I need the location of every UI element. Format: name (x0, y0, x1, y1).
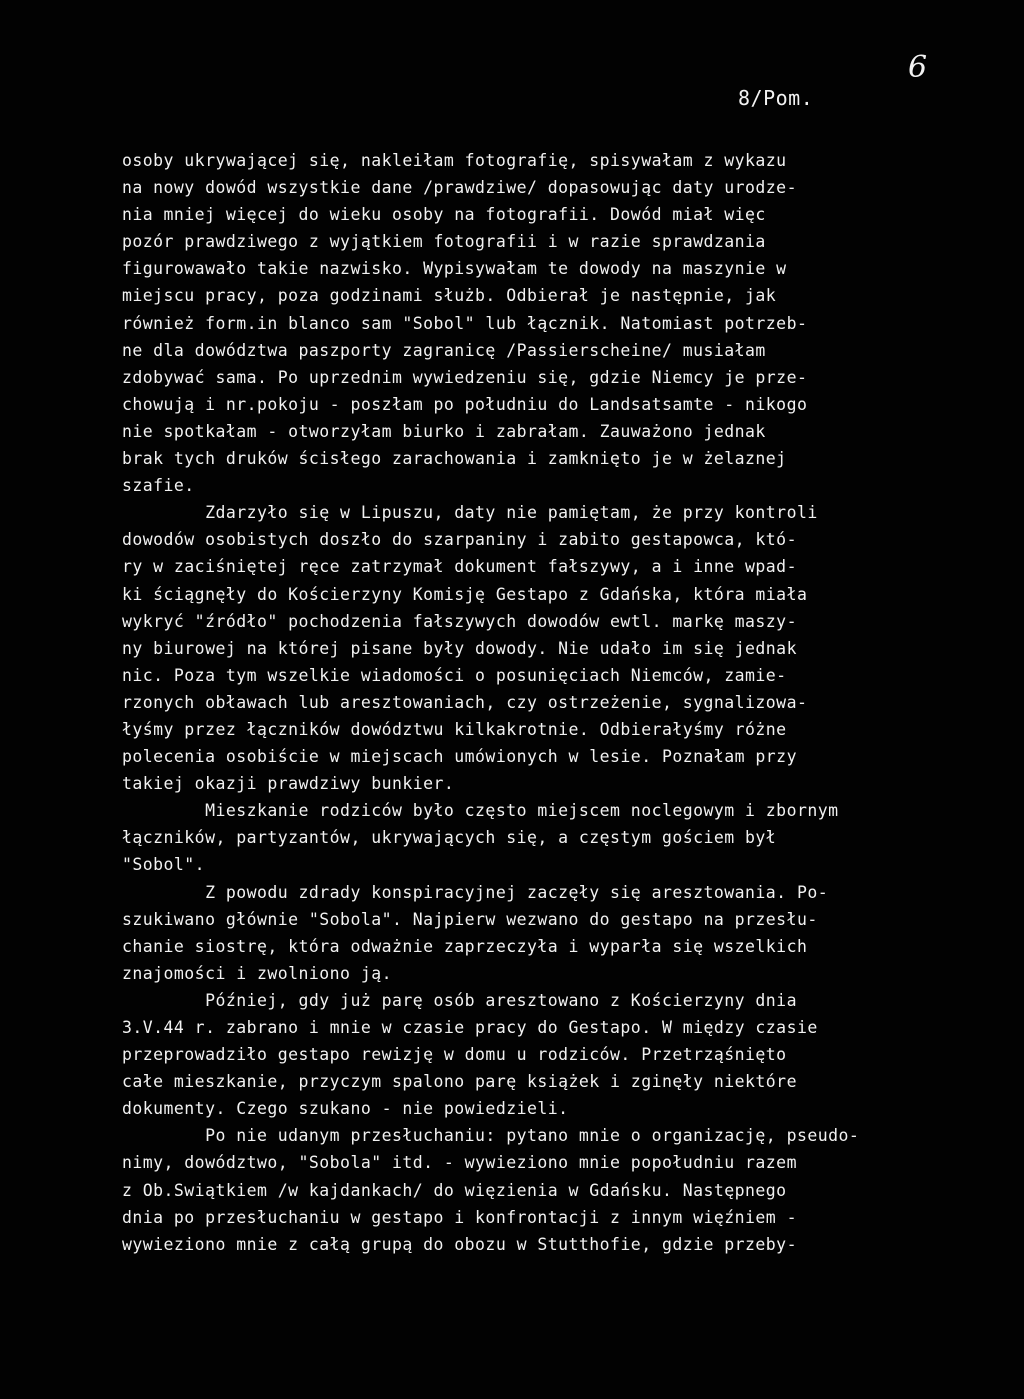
text-line: nic. Poza tym wszelkie wiadomości o posunięciach Niemców, zamie- (122, 665, 787, 685)
text-line: wywieziono mnie z całą grupą do obozu w Stutthofie, gdzie przeby- (122, 1234, 797, 1254)
text-line: Mieszkanie rodziców było często miejscem noclegowym i zbornym (122, 801, 839, 821)
text-line: szukiwano głównie "Sobola". Najpierw wezwano do gestapo na przesłu- (122, 909, 818, 929)
text-line: chanie siostrę, która odważnie zaprzeczyła i wyparła się wszelkich (122, 936, 808, 956)
text-line: miejscu pracy, poza godzinami służb. Odbierał je następnie, jak (122, 286, 777, 306)
text-line: figurowawało takie nazwisko. Wypisywałam te dowody na maszynie w (122, 259, 787, 279)
text-line: takiej okazji prawdziwy bunkier. (122, 774, 455, 794)
handwritten-page-number: 6 (908, 50, 928, 85)
text-line: wykryć "źródło" pochodzenia fałszywych dowodów ewtl. markę maszy- (122, 611, 797, 631)
text-line: dokumenty. Czego szukano - nie powiedzieli. (122, 1099, 569, 1119)
text-line: Później, gdy już parę osób aresztowano z Kościerzyny dnia (122, 990, 797, 1010)
text-line: osoby ukrywającej się, nakleiłam fotografię, spisywałam z wykazu (122, 151, 787, 170)
text-line: nie spotkałam - otworzyłam biurko i zabrałam. Zauważono jednak (122, 421, 766, 441)
text-line: łyśmy przez łączników dowództwu kilkakrotnie. Odbierałyśmy różne (122, 719, 787, 739)
text-line: zdobywać sama. Po uprzednim wywiedzeniu się, gdzie Niemcy je prze- (122, 367, 808, 387)
text-line: szafie. (122, 476, 195, 496)
text-line: dnia po przesłuchaniu w gestapo i konfrontacji z innym więźniem - (122, 1207, 797, 1227)
text-line: z Ob.Swiątkiem /w kajdankach/ do więzienia w Gdańsku. Następnego (122, 1180, 787, 1200)
text-line: całe mieszkanie, przyczym spalono parę książek i zginęły niektóre (122, 1072, 797, 1092)
text-line: przeprowadziło gestapo rewizję w domu u rodziców. Przetrząśnięto (122, 1045, 787, 1065)
text-line: 3.V.44 r. zabrano i mnie w czasie pracy do Gestapo. W między czasie (122, 1018, 818, 1037)
text-line: znajomości i zwolniono ją. (122, 963, 392, 983)
text-line: dowodów osobistych doszło do szarpaniny i zabito gestapowca, któ- (122, 530, 797, 550)
text-line: ki ściągnęły do Kościerzyny Komisję Gestapo z Gdańska, która miała (122, 584, 808, 604)
text-line: na nowy dowód wszystkie dane /prawdziwe/ dopasowując daty urodze- (122, 178, 797, 198)
text-line: brak tych druków ścisłego zarachowania i zamknięto je w żelaznej (122, 449, 787, 469)
page-reference: 8/Pom. (738, 86, 814, 110)
text-line: rzonych obławach lub aresztowaniach, czy ostrzeżenie, sygnalizowa- (122, 692, 808, 712)
text-line: "Sobol". (122, 855, 206, 875)
text-line: Z powodu zdrady konspiracyjnej zaczęły się aresztowania. Po- (122, 882, 829, 902)
text-line: nia mniej więcej do wieku osoby na fotografii. Dowód miał więc (122, 205, 766, 225)
text-line: łączników, partyzantów, ukrywających się, a częstym gościem był (122, 828, 777, 848)
text-line: ry w zaciśniętej ręce zatrzymał dokument fałszywy, a i inne wpad- (122, 557, 797, 577)
text-line: ny biurowej na której pisane były dowody. Nie udało im się jednak (122, 638, 797, 658)
typed-text-body (122, 147, 912, 1258)
text-line: pozór prawdziwego z wyjątkiem fotografii i w razie sprawdzania (122, 232, 766, 252)
text-line: również form.in blanco sam "Sobol" lub łącznik. Natomiast potrzeb- (122, 313, 808, 333)
text-line: Po nie udanym przesłuchaniu: pytano mnie o organizację, pseudo- (122, 1126, 860, 1146)
text-line: ne dla dowództwa paszporty zagranicę /Passierscheine/ musiałam (122, 340, 766, 360)
text-line: polecenia osobiście w miejscach umówionych w lesie. Poznałam przy (122, 747, 797, 767)
text-line: nimy, dowództwo, "Sobola" itd. - wywieziono mnie popołudniu razem (122, 1153, 797, 1173)
text-line: chowują i nr.pokoju - poszłam po południu do Landsatsamte - nikogo (122, 394, 808, 414)
text-line: Zdarzyło się w Lipuszu, daty nie pamiętam, że przy kontroli (122, 503, 818, 523)
